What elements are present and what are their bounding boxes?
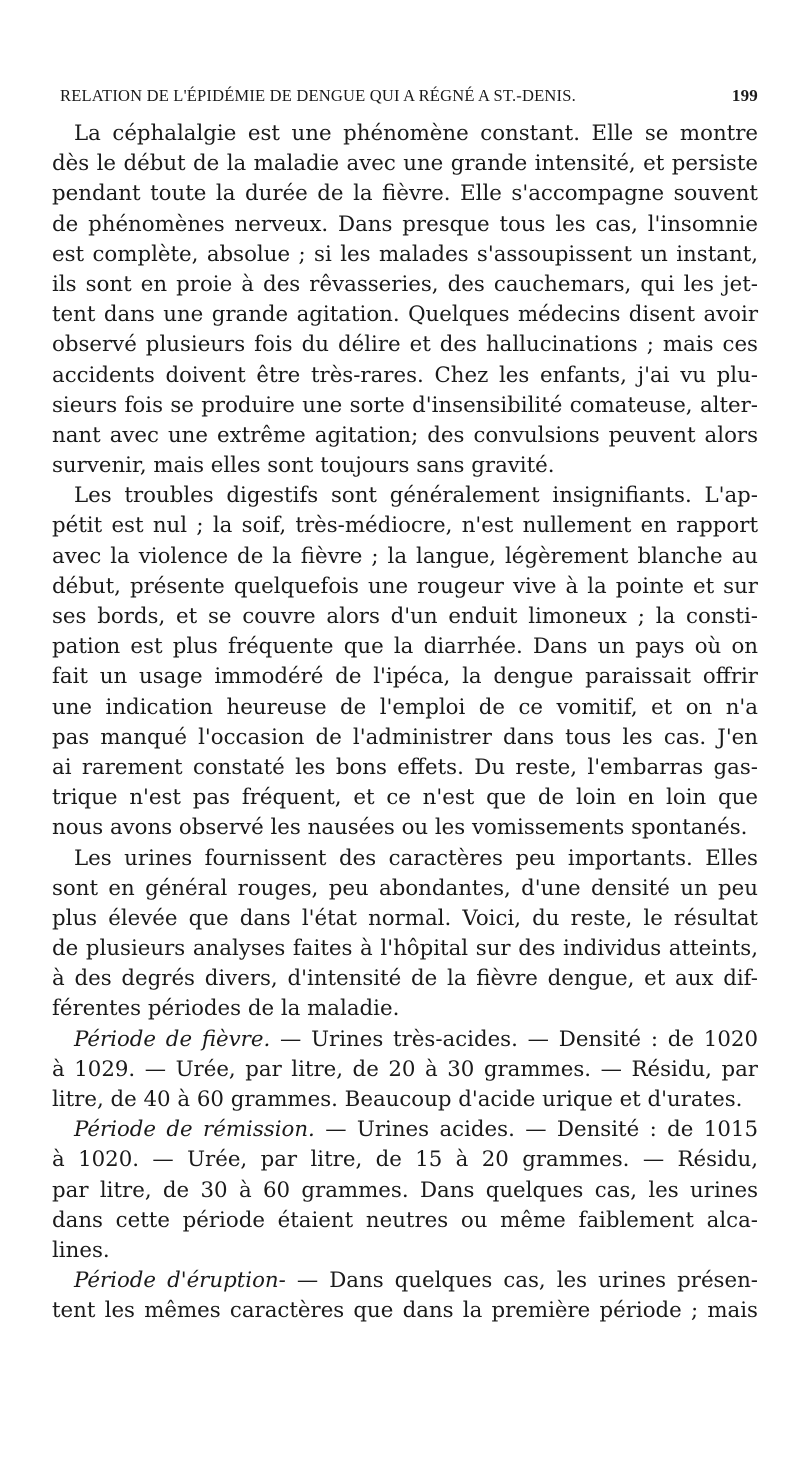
running-head	[60, 86, 758, 108]
text-line	[52, 874, 758, 904]
text-line	[52, 1236, 758, 1266]
line-text: à 1020. — Urée, par litre, de 15 à 20 grammes. — Résidu,	[52, 1147, 758, 1173]
line-text: est complète, absolue ; si les malades s'assoupissent un instant,	[52, 241, 758, 267]
text-line	[52, 179, 758, 209]
line-text: plus élevée que dans l'état normal. Voici, du reste, le résultat	[52, 905, 758, 931]
line-text: tent dans une grande agitation. Quelques médecins disent avoir	[52, 302, 758, 328]
text-line	[52, 330, 758, 360]
line-text: nous avons observé les nausées ou les vomissements spontanés.	[52, 815, 748, 841]
line-text: de plusieurs analyses faites à l'hôpital sur des individus atteints,	[52, 936, 758, 962]
line-text: nant avec une extrême agitation; des convulsions peuvent alors	[52, 422, 758, 448]
line-text: — Urines acides. — Densité : de 1015	[314, 1117, 758, 1143]
text-line	[52, 300, 758, 330]
text-line	[52, 1176, 758, 1206]
line-text: pas manqué l'occasion de l'administrer dans tous les cas. J'en	[52, 724, 758, 750]
line-text: de phénomènes nerveux. Dans presque tous les cas, l'insomnie	[52, 211, 758, 237]
text-line	[52, 149, 758, 179]
text-line	[52, 511, 758, 541]
text-line	[52, 813, 758, 843]
text-line	[52, 361, 758, 391]
text-line	[52, 572, 758, 602]
line-text: sieurs fois se produire une sorte d'insensibilité comateuse, alter-	[52, 392, 758, 418]
line-text: férentes périodes de la maladie.	[52, 996, 400, 1022]
text-line	[52, 934, 758, 964]
text-line	[52, 602, 758, 632]
text-line	[52, 240, 758, 270]
line-text: fait un usage immodéré de l'ipéca, la dengue paraissait offrir	[52, 664, 758, 690]
line-text: ai rarement constaté les bons effets. Du reste, l'embarras gas-	[52, 754, 758, 780]
text-line	[52, 632, 758, 662]
text-line	[52, 1085, 758, 1115]
line-text: litre, de 40 à 60 grammes. Beaucoup d'acide urique et d'urates.	[52, 1087, 743, 1112]
line-text: une indication heureuse de l'emploi de ce vomitif, et on n'a	[52, 694, 758, 720]
line-text: ils sont en proie à des rêvasseries, des cauchemars, qui les jet-	[52, 271, 758, 297]
text-line	[52, 783, 758, 813]
line-text: sont en général rouges, peu abondantes, d'une densité un peu	[52, 875, 758, 901]
line-text: pendant toute la durée de la fièvre. Elle s'accompagne souvent	[52, 181, 758, 207]
section-heading: Période de fièvre.	[74, 1026, 271, 1052]
running-title: RELATION DE L'ÉPIDÉMIE DE DENGUE QUI A RÉGNÉ A ST.-DENIS.	[60, 86, 576, 105]
line-text: — Urines très-acides. — Densité : de 1020	[270, 1026, 758, 1052]
text-line	[52, 210, 758, 240]
line-text: début, présente quelquefois une rougeur vive à la pointe et sur	[52, 573, 758, 599]
section-heading: Période d'éruption-	[74, 1268, 286, 1294]
line-text: La céphalalgie est une phénomène constant. Elle se montre	[74, 121, 758, 146]
text-line	[52, 421, 758, 451]
text-line	[52, 481, 758, 511]
text-line	[52, 1145, 758, 1175]
page-number: 199	[731, 86, 758, 105]
text-line	[52, 270, 758, 300]
line-text: lines.	[52, 1237, 110, 1263]
text-line	[52, 542, 758, 572]
text-line	[52, 1115, 758, 1145]
line-text: ses bords, et se couvre alors d'un enduit limoneux ; la consti-	[52, 604, 758, 629]
text-line	[52, 1025, 758, 1055]
text-line	[52, 1206, 758, 1236]
line-text: pation est plus fréquente que la diarrhée. Dans un pays où on	[52, 634, 758, 660]
text-line	[52, 904, 758, 934]
text-line	[52, 1296, 758, 1326]
line-text: trique n'est pas fréquent, et ce n'est que de loin en loin que	[52, 785, 758, 811]
section-heading: Période de rémission.	[74, 1117, 315, 1143]
text-line	[52, 451, 758, 481]
text-line	[52, 1266, 758, 1296]
text-line	[52, 693, 758, 723]
text-line	[52, 119, 758, 149]
text-line	[52, 994, 758, 1024]
text-line	[52, 391, 758, 421]
book-page	[52, 0, 758, 1470]
line-text: dans cette période étaient neutres ou même faiblement alca-	[52, 1207, 758, 1233]
line-text: tent les mêmes caractères que dans la première période ; mais	[52, 1298, 758, 1324]
line-text: accidents doivent être très-rares. Chez les enfants, j'ai vu plu-	[52, 362, 758, 388]
line-text: à 1029. — Urée, par litre, de 20 à 30 grammes. — Résidu, par	[52, 1056, 758, 1082]
line-text: Les troubles digestifs sont généralement insignifiants. L'ap-	[74, 483, 758, 509]
text-line	[52, 1055, 758, 1085]
line-text: dès le début de la maladie avec une grande intensité, et persiste	[52, 151, 758, 177]
text-line	[52, 662, 758, 692]
line-text: survenir, mais elles sont toujours sans gravité.	[52, 453, 555, 479]
line-text: avec la violence de la fièvre ; la langue, légèrement blanche au	[52, 543, 758, 569]
text-line	[52, 964, 758, 994]
line-text: par litre, de 30 à 60 grammes. Dans quelques cas, les urines	[52, 1177, 758, 1203]
line-text: pétit est nul ; la soif, très-médiocre, n'est nullement en rapport	[52, 513, 758, 539]
body-text	[52, 119, 758, 1327]
line-text: Les urines fournissent des caractères peu importants. Elles	[74, 845, 758, 871]
line-text: observé plusieurs fois du délire et des hallucinations ; mais ces	[52, 332, 758, 358]
text-line	[52, 753, 758, 783]
line-text: à des degrés divers, d'intensité de la fièvre dengue, et aux dif-	[52, 966, 758, 992]
text-line	[52, 723, 758, 753]
line-text: — Dans quelques cas, les urines présen-	[285, 1268, 759, 1294]
text-line	[52, 844, 758, 874]
